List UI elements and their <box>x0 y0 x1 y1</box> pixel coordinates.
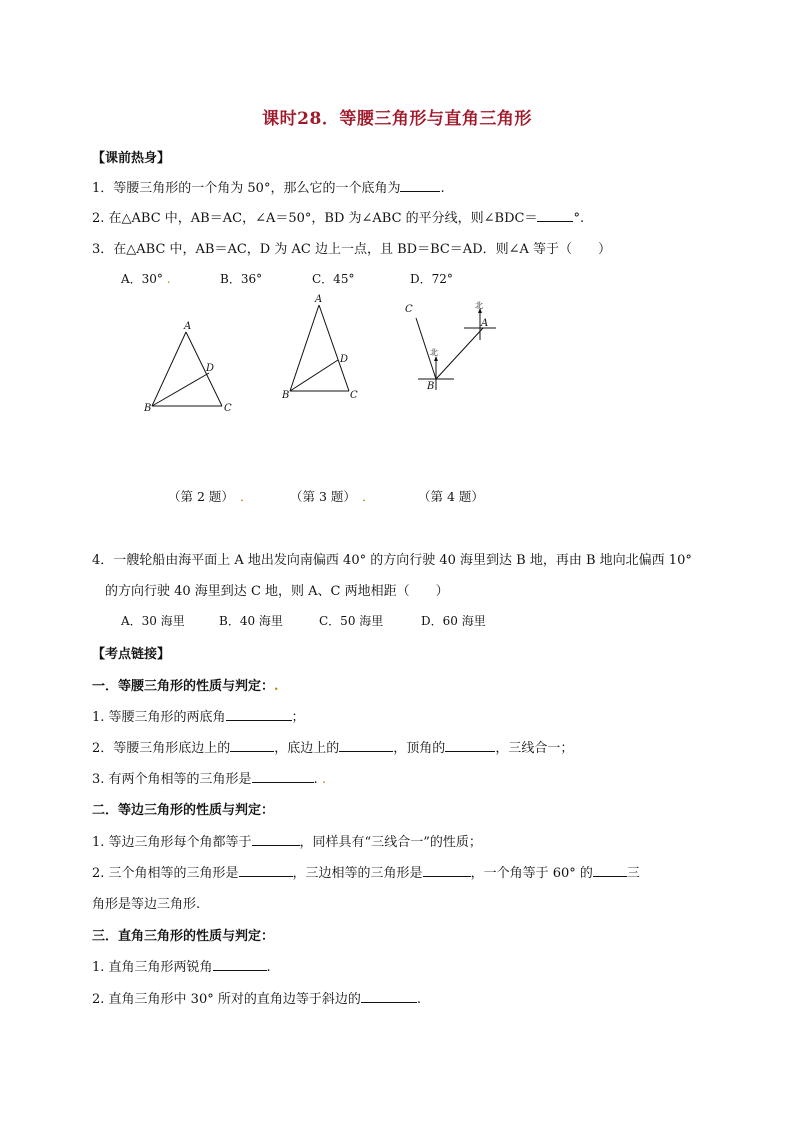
fig2-label-b: B <box>144 403 152 414</box>
q2-end: °. <box>573 211 585 226</box>
fig4-label-c: C <box>405 304 413 315</box>
fig4-label-b: B <box>427 381 435 392</box>
figure-3-triangle <box>280 292 370 404</box>
answer-blank[interactable] <box>445 739 495 752</box>
s1-item-2: 2．等腰三角形底边上的 ，底边上的 ，顶角的 ，三线合一； <box>92 741 574 756</box>
s1-item-3: 3. 有两个角相等的三角形是 . . <box>92 772 326 787</box>
answer-blank[interactable] <box>361 990 417 1003</box>
section-3-title: 三．直角三角形的性质与判定： <box>92 929 275 944</box>
answer-blank[interactable] <box>226 708 292 721</box>
caption-figure-2: （第 2 题） ． <box>168 489 253 504</box>
question-4-line-2: 的方向行驶 40 海里到达 C 地，则 A、C 两地相距（ ） <box>105 584 449 599</box>
caption-figure-4: （第 4 题） <box>418 489 484 504</box>
answer-blank[interactable] <box>593 864 627 877</box>
s3-item-2: 2. 直角三角形中 30° 所对的直角边等于斜边的 . <box>92 992 421 1007</box>
fig4-north-a: 北 <box>475 301 483 310</box>
answer-blank[interactable] <box>339 739 393 752</box>
answer-blank[interactable] <box>537 209 573 222</box>
q4-option-a[interactable]: A．30 海里 <box>121 614 185 628</box>
answer-blank[interactable] <box>213 958 267 971</box>
answer-blank[interactable] <box>400 179 440 192</box>
page-title: 课时28．等腰三角形与直角三角形 <box>262 109 532 129</box>
question-4-line-1: 4．一艘轮船由海平面上 A 地出发向南偏西 40° 的方向行驶 40 海里到达 B 地，再由 B 地向北偏西 10° <box>92 553 692 568</box>
answer-blank[interactable] <box>252 770 314 783</box>
s3-item-1: 1. 直角三角形两锐角 . <box>92 960 271 975</box>
s2-item-2-continued: 角形是等边三角形. <box>92 897 201 912</box>
links-heading: 【考点链接】 <box>92 647 171 662</box>
section-1-title: 一．等腰三角形的性质与判定：. <box>92 679 279 694</box>
q2-text: 2. 在△ABC 中，AB＝AC，∠A＝50°，BD 为∠ABC 的平分线，则∠BDC＝ <box>92 211 538 226</box>
section-2-title: 二．等边三角形的性质与判定： <box>92 803 275 818</box>
fig3-label-a: A <box>315 294 323 305</box>
s2-item-1: 1. 等边三角形每个角都等于 ，同样具有“三线合一”的性质； <box>92 835 482 850</box>
answer-blank[interactable] <box>423 864 471 877</box>
answer-blank[interactable] <box>252 833 300 846</box>
s1-item-1: 1. 等腰三角形的两底角 ； <box>92 710 305 725</box>
q4-option-c[interactable]: C．50 海里 <box>319 614 384 628</box>
fig2-label-c: C <box>224 403 232 414</box>
fig2-label-a: A <box>184 321 192 332</box>
s2-item-2: 2. 三个角相等的三角形是 ，三边相等的三角形是 ，一个角等于 60° 的 三 <box>92 866 640 881</box>
fig3-label-c: C <box>350 390 358 401</box>
fig3-label-b: B <box>282 390 290 401</box>
caption-figure-3: （第 3 题） ． <box>290 489 375 504</box>
figure-4-navigation <box>398 298 504 398</box>
q3-option-d[interactable]: D．72° <box>410 272 453 286</box>
answer-blank[interactable] <box>230 739 274 752</box>
q1-end: . <box>440 181 445 196</box>
q3-option-c[interactable]: C．45° <box>312 272 355 286</box>
answer-blank[interactable] <box>239 864 293 877</box>
figure-2-triangle <box>140 318 240 418</box>
q1-text: 1．等腰三角形的一个角为 50°，那么它的一个底角为 <box>92 181 401 196</box>
question-1 <box>92 177 445 196</box>
fig4-north-b: 北 <box>430 348 438 357</box>
fig4-label-a: A <box>481 318 489 329</box>
question-2 <box>92 207 584 226</box>
question-3: 3．在△ABC 中，AB＝AC，D 为 AC 边上一点，且 BD＝BC＝AD．则∠A 等于（ ） <box>92 242 612 257</box>
fig2-label-d: D <box>206 363 215 374</box>
q3-option-b[interactable]: B．36° <box>220 272 263 286</box>
fig3-label-d: D <box>340 354 349 365</box>
q4-option-b[interactable]: B．40 海里 <box>219 614 283 628</box>
warmup-heading: 【课前热身】 <box>92 151 171 166</box>
q3-option-a[interactable]: A．30° . <box>121 272 171 286</box>
q4-option-d[interactable]: D．60 海里 <box>421 614 486 628</box>
